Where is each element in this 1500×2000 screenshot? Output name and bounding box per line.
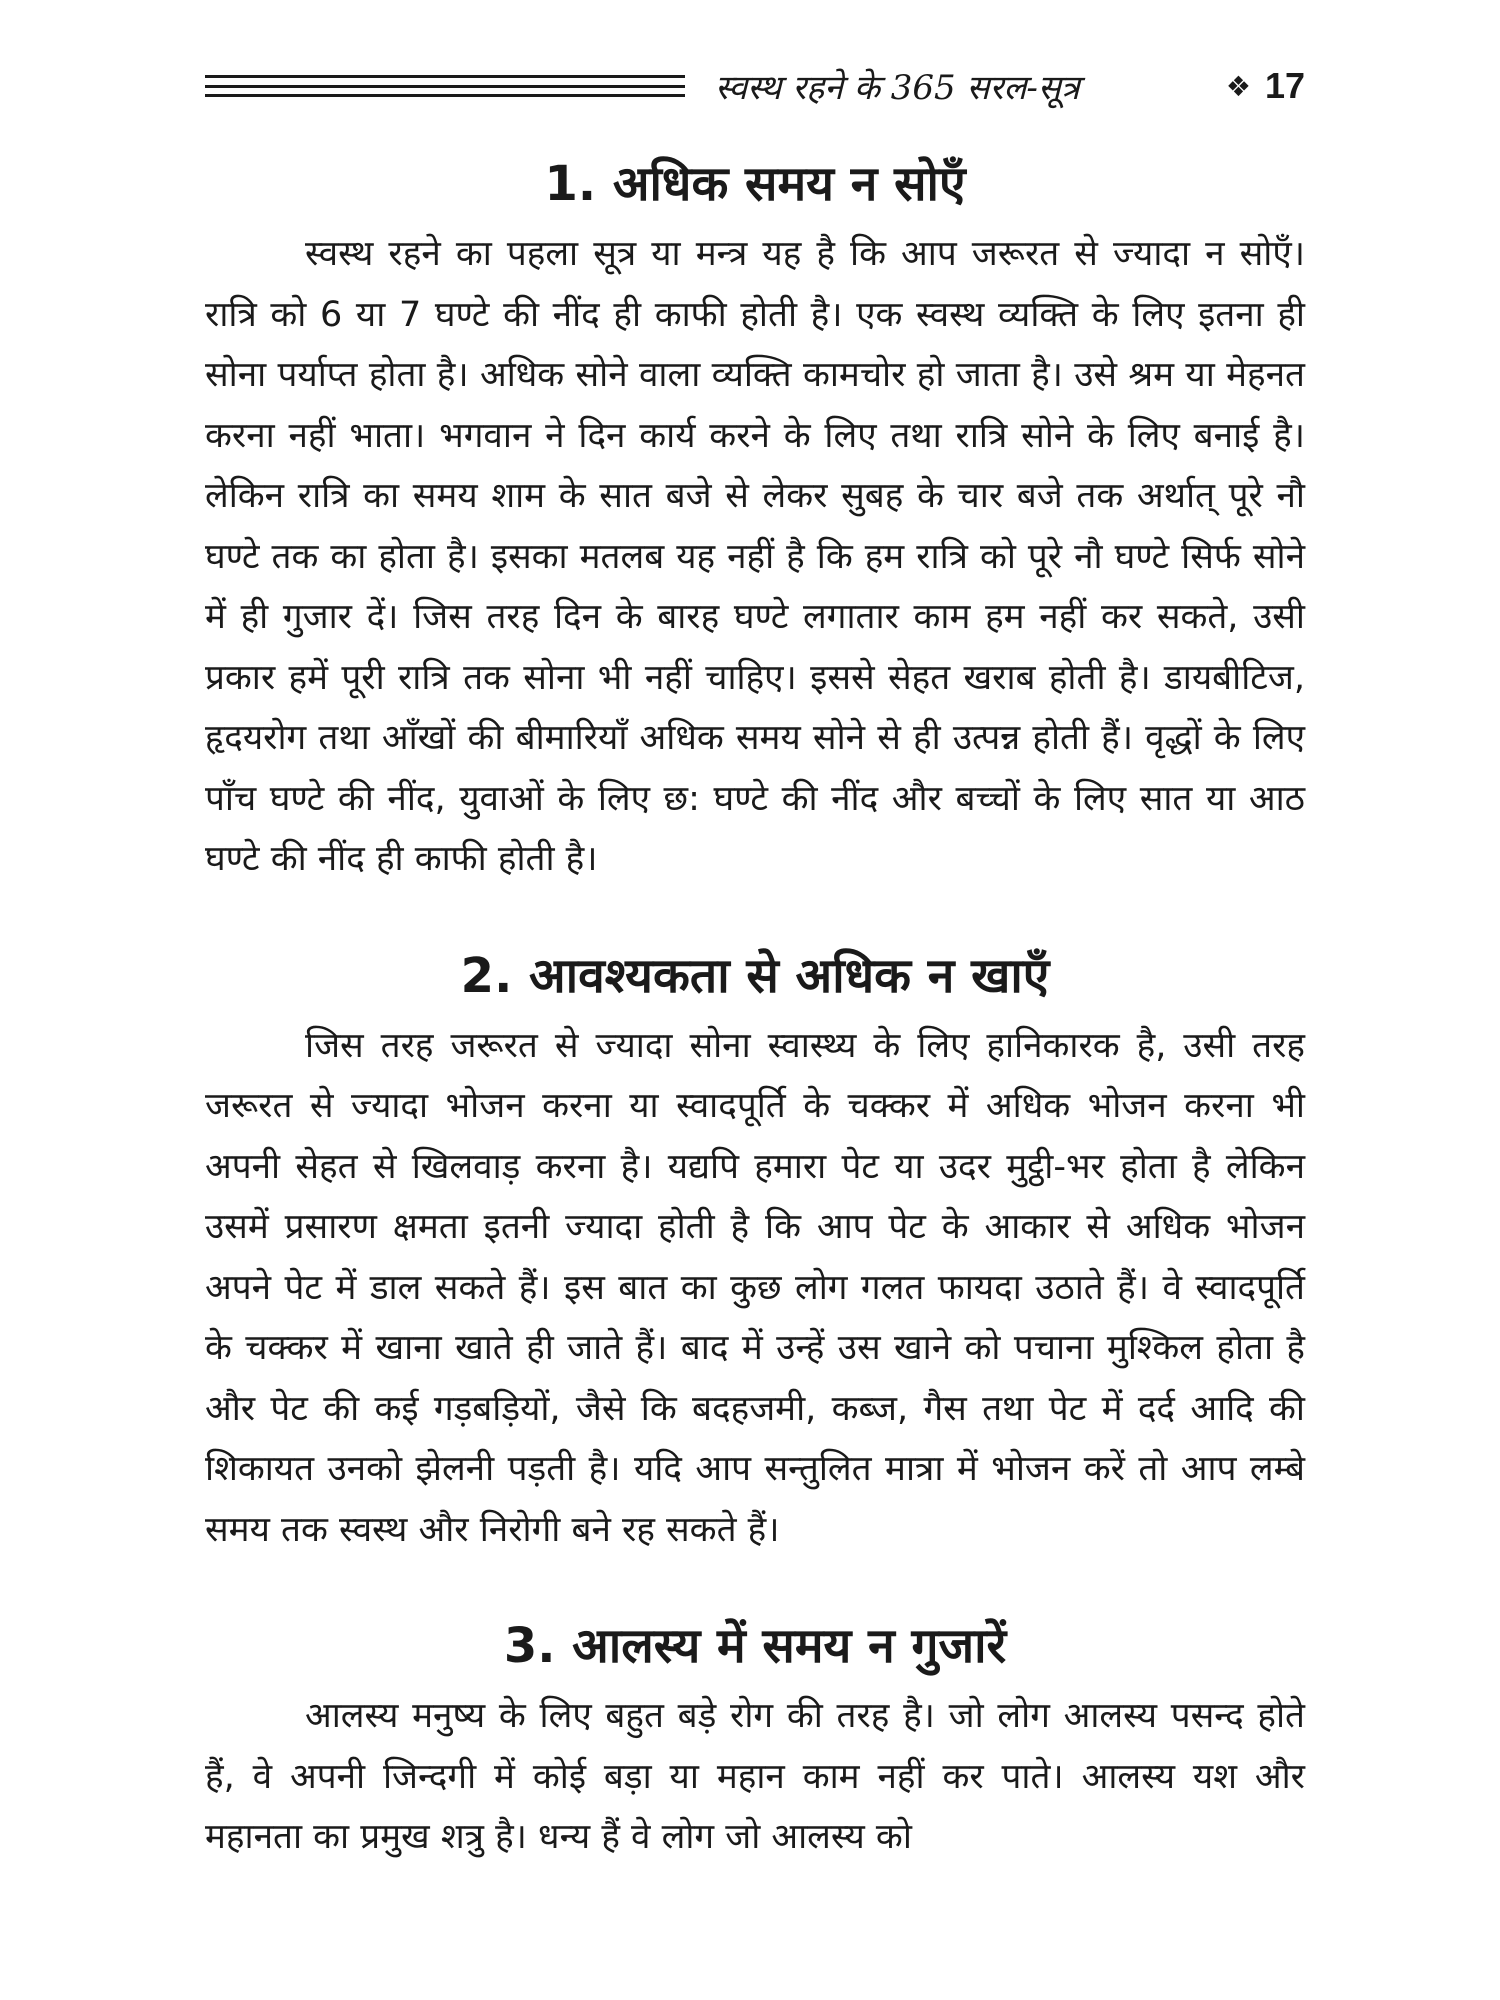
section-eating	[205, 944, 1305, 1561]
section-paragraph: आलस्य मनुष्य के लिए बहुत बड़े रोग की तरह है। जो लोग आलस्य पसन्द होते हैं, वे अपनी जिन्दगी में कोई बड़ा या महान काम नहीं कर पाते। आलस्य यश और महानता का प्रमुख शत्रु है। धन्य हैं वे लोग जो आलस्य को	[205, 1696, 1305, 1857]
header-rule-line	[205, 85, 685, 88]
header-rule-line	[205, 75, 685, 78]
section-heading: 3. आलस्य में समय न गुजारें	[503, 1618, 1007, 1674]
section-sleep	[205, 152, 1305, 890]
running-header	[205, 60, 1305, 112]
section-heading: 1. अधिक समय न सोएँ	[544, 156, 966, 212]
ornament-icon: ❖	[1225, 69, 1251, 103]
section-paragraph: जिस तरह जरूरत से ज्यादा सोना स्वास्थ्य के लिए हानिकारक है, उसी तरह जरूरत से ज्यादा भोजन करना या स्वादपूर्ति के चक्कर में अधिक भोजन करना भी अपनी सेहत से खिलवाड़ करना है। यद्यपि हमारा पेट या उदर मुट्ठी-भर होता है लेकिन उसमें प्रसारण क्षमता इतनी ज्यादा होती है कि आप पेट के आकार से अधिक भोजन अपने पेट में डाल सकते हैं। इस बात का कुछ लोग गलत फायदा उठाते हैं। वे स्वादपूर्ति के चक्कर में खाना खाते ही जाते हैं। बाद में उन्हें उस खाने को पचाना मुश्किल होता है और पेट की कई गड़बड़ियों, जैसे कि बदहजमी, कब्ज, गैस तथा पेट में दर्द आदि की शिकायत उनको झेलनी पड़ती है। यदि आप सन्तुलित मात्रा में भोजन करें तो आप लम्बे समय तक स्वस्थ और निरोगी बने रह सकते हैं।	[205, 1025, 1305, 1550]
header-rule-lines	[205, 75, 685, 97]
section-laziness	[205, 1614, 1305, 1868]
book-title: स्वस्थ रहने के 365 सरल-सूत्र	[715, 68, 1080, 108]
header-rule-line	[205, 94, 685, 97]
page-number: 17	[1264, 65, 1305, 106]
section-paragraph: स्वस्थ रहने का पहला सूत्र या मन्त्र यह है कि आप जरूरत से ज्यादा न सोएँ। रात्रि को 6 या 7 घण्टे की नींद ही काफी होती है। एक स्वस्थ व्यक्ति के लिए इतना ही सोना पर्याप्त होता है। अधिक सोने वाला व्यक्ति कामचोर हो जाता है। उसे श्रम या मेहनत करना नहीं भाता। भगवान ने दिन कार्य करने के लिए तथा रात्रि सोने के लिए बनाई है। लेकिन रात्रि का समय शाम के सात बजे से लेकर सुबह के चार बजे तक अर्थात् पूरे नौ घण्टे तक का होता है। इसका मतलब यह नहीं है कि हम रात्रि को पूरे नौ घण्टे सिर्फ सोने में ही गुजार दें। जिस तरह दिन के बारह घण्टे लगातार काम हम नहीं कर सकते, उसी प्रकार हमें पूरी रात्रि तक सोना भी नहीं चाहिए। इससे सेहत खराब होती है। डायबीटिज, हृदयरोग तथा आँखों की बीमारियाँ अधिक समय सोने से ही उत्पन्न होती हैं। वृद्धों के लिए पाँच घण्टे की नींद, युवाओं के लिए छ: घण्टे की नींद और बच्चों के लिए सात या आठ घण्टे की नींद ही काफी होती है।	[205, 234, 1305, 879]
section-heading: 2. आवश्यकता से अधिक न खाएँ	[460, 947, 1050, 1004]
